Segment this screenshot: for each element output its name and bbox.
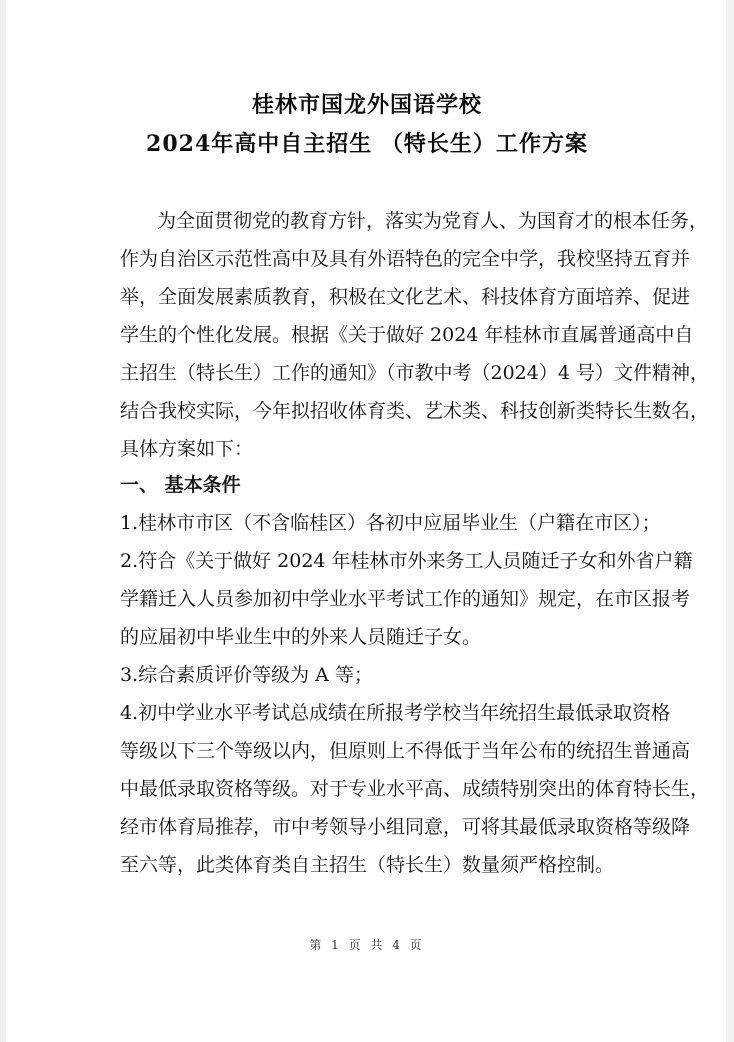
intro-line: 举，全面发展素质教育，积极在文化艺术、科技体育方面培养、促进 [120, 286, 691, 308]
condition-line: 至六等，此类体育类自主招生（特长生）数量须严格控制。 [120, 854, 615, 876]
school-title: 桂林市国龙外国语学校 [251, 92, 482, 118]
intro-line: 主招生（特长生）工作的通知》（市教中考（2024）4 号）文件精神， [120, 362, 709, 384]
condition-line: 3.综合素质评价等级为 A 等； [120, 664, 373, 686]
condition-line: 等级以下三个等级以内，但原则上不得低于当年公布的统招生普通高 [120, 740, 691, 762]
condition-line: 2.符合《关于做好 2024 年桂林市外来务工人员随迁子女和外省户籍 [120, 550, 693, 572]
condition-line: 经市体育局推荐，市中考领导小组同意，可将其最低录取资格等级降 [120, 816, 691, 838]
condition-line: 中最低录取资格等级。对于专业水平高、成绩特别突出的体育特长生， [120, 778, 710, 800]
intro-line: 学生的个性化发展。根据《关于做好 2024 年桂林市直属普通高中自 [120, 324, 694, 346]
section-heading: 一、 基本条件 [120, 474, 241, 496]
intro-line: 作为自治区示范性高中及具有外语特色的完全中学，我校坚持五育并 [120, 248, 691, 270]
page-number-footer: 第 1 页 共 4 页 [309, 938, 425, 952]
condition-line: 4.初中学业水平考试总成绩在所报考学校当年统招生最低录取资格 [120, 702, 671, 724]
condition-line: 学籍迁入人员参加初中学业水平考试工作的通知》规定，在市区报考 [120, 588, 691, 610]
plan-title: 2024年高中自主招生 （特长生）工作方案 [146, 131, 588, 157]
condition-line: 1.桂林市市区（不含临桂区）各初中应届毕业生（户籍在市区）； [120, 512, 661, 534]
intro-line: 为全面贯彻党的教育方针，落实为党育人、为国育才的根本任务， [157, 210, 709, 232]
intro-line: 结合我校实际，今年拟招收体育类、艺术类、科技创新类特长生数名， [120, 400, 710, 422]
condition-line: 的应届初中毕业生中的外来人员随迁子女。 [120, 626, 482, 648]
intro-line: 具体方案如下： [120, 438, 254, 460]
